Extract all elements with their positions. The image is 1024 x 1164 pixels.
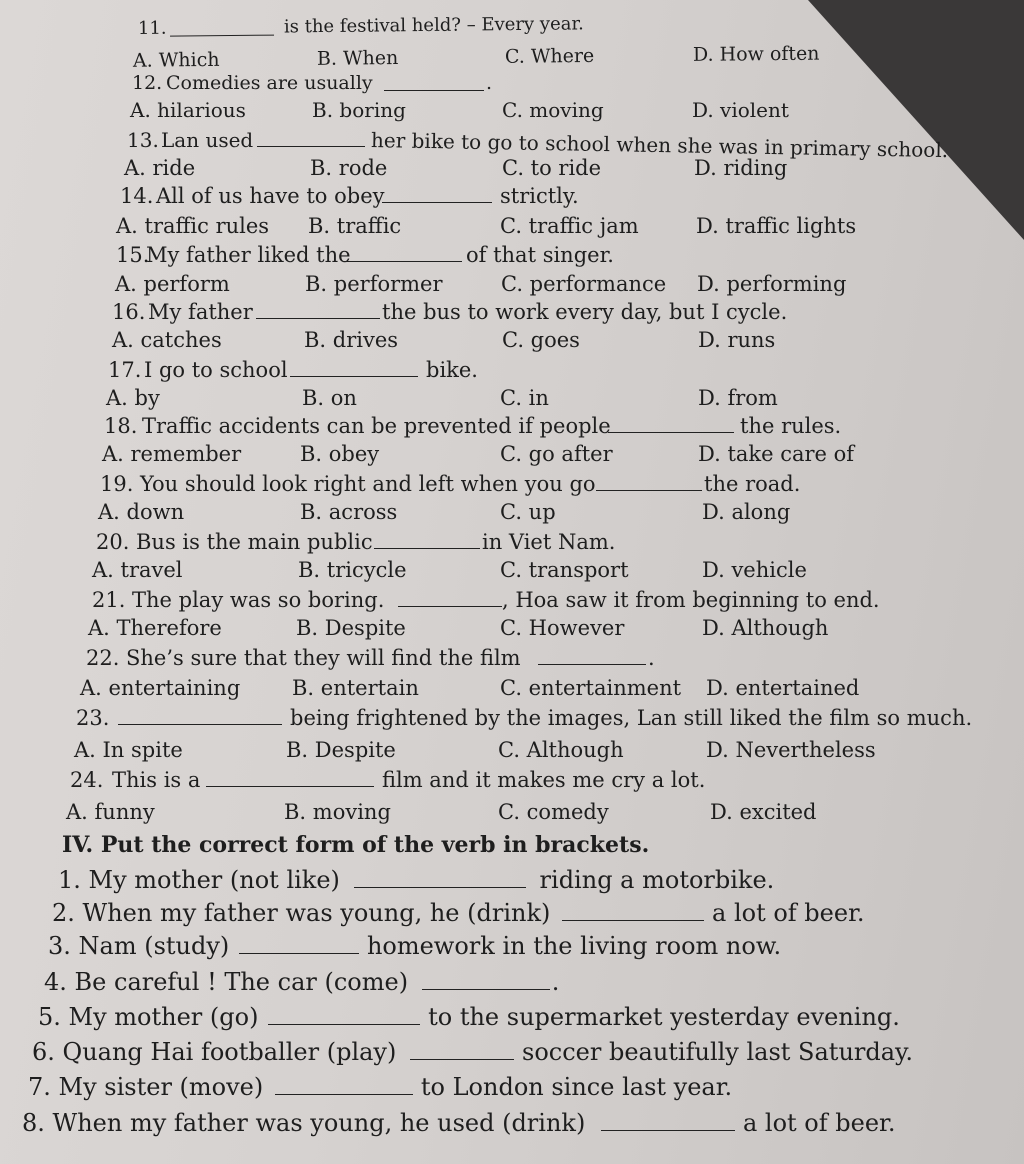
option-a: A. catches: [112, 328, 222, 352]
option-c: C. transport: [500, 558, 629, 582]
answer-blank[interactable]: [596, 472, 702, 491]
exercise-text: 4. Be careful ! The car (come): [44, 968, 409, 996]
options-14: [116, 214, 856, 242]
option-c: C. entertainment: [500, 676, 682, 700]
question-text: the bus to work every day, but I cycle.: [382, 300, 788, 324]
option-d: D. along: [702, 500, 791, 524]
option-c: C. Where: [504, 44, 595, 68]
question-number: 11.: [137, 17, 167, 39]
option-a: A. traffic rules: [116, 214, 270, 238]
question-text: She’s sure that they will find the film: [126, 646, 521, 670]
question-number: 23.: [76, 706, 110, 730]
answer-blank[interactable]: [608, 414, 734, 433]
question-number: 13.: [127, 128, 159, 152]
option-a: A. travel: [92, 558, 183, 582]
question-text: All of us have to obey: [156, 184, 385, 208]
question-text: strictly.: [500, 184, 579, 208]
option-b: B. obey: [300, 442, 380, 466]
answer-blank[interactable]: [422, 971, 550, 990]
question-number: 16.: [112, 300, 146, 324]
answer-blank[interactable]: [374, 530, 480, 549]
option-c: C. performance: [501, 272, 667, 296]
question-text: Comedies are usually: [166, 72, 373, 94]
option-b: B. tricycle: [298, 558, 407, 582]
option-a: A. remember: [102, 442, 242, 466]
question-text: is the festival held? – Every year.: [283, 13, 584, 38]
question-text: of that singer.: [466, 243, 614, 267]
exercise-text: homework in the living room now.: [366, 932, 782, 960]
answer-blank[interactable]: [206, 768, 374, 787]
exercise-text: 5. My mother (go): [38, 1003, 259, 1031]
option-d: D. Nevertheless: [706, 738, 876, 762]
question-number: 18.: [104, 414, 138, 438]
option-d: D. performing: [697, 272, 847, 296]
option-c: C. to ride: [502, 156, 602, 180]
exercise-5: [38, 1003, 900, 1031]
option-d: D. violent: [692, 98, 789, 122]
option-b: B. entertain: [292, 676, 419, 700]
answer-blank[interactable]: [170, 17, 274, 37]
option-d: D. runs: [698, 328, 776, 352]
options-23: [74, 738, 874, 766]
answer-blank[interactable]: [344, 243, 462, 262]
option-a: A. by: [106, 386, 160, 410]
option-a: A. entertaining: [80, 676, 241, 700]
answer-blank[interactable]: [256, 300, 380, 319]
option-b: B. Despite: [286, 738, 396, 762]
question-text: You should look right and left when you go: [140, 472, 596, 496]
option-c: C. traffic jam: [500, 214, 639, 238]
question-number: 15.: [116, 243, 150, 267]
option-d: D. from: [698, 386, 778, 410]
option-b: B. on: [302, 386, 357, 410]
option-a: A. perform: [115, 272, 230, 296]
exercise-8: [22, 1109, 896, 1137]
option-a: A. down: [98, 500, 185, 524]
exercise-text: a lot of beer.: [742, 1109, 896, 1137]
exercise-text: riding a motorbike.: [539, 866, 775, 894]
exercise-text: .: [551, 968, 560, 996]
answer-blank[interactable]: [384, 72, 484, 91]
option-b: B. boring: [312, 98, 406, 122]
exercise-text: 6. Quang Hai footballer (play): [32, 1038, 397, 1066]
option-b: B. drives: [304, 328, 399, 352]
question-number: 12.: [132, 72, 163, 94]
option-b: B. Despite: [296, 616, 406, 640]
option-b: B. moving: [284, 800, 391, 824]
exercise-text: soccer beautifully last Saturday.: [522, 1038, 914, 1066]
exercise-1: [58, 866, 774, 894]
question-text: I go to school: [144, 358, 288, 382]
question-text: This is a: [112, 768, 201, 792]
option-d: D. riding: [694, 156, 788, 180]
exercise-6: [32, 1038, 913, 1066]
question-text: My father liked the: [146, 243, 351, 267]
options-22: [80, 676, 860, 704]
options-15: [115, 272, 855, 300]
option-b: B. rode: [310, 156, 388, 180]
exercise-4: [44, 968, 559, 996]
option-d: D. traffic lights: [696, 214, 857, 238]
options-16: [112, 328, 852, 356]
question-number: 22.: [86, 646, 120, 670]
option-c: C. However: [500, 616, 625, 640]
option-a: A. Which: [132, 48, 220, 72]
exercise-text: 8. When my father was young, he used (drink): [22, 1109, 586, 1137]
exercise-7: [28, 1073, 732, 1101]
exercise-2: [52, 899, 865, 927]
option-a: A. hilarious: [130, 98, 246, 122]
option-d: D. Although: [702, 616, 829, 640]
question-number: 21.: [92, 588, 126, 612]
answer-blank[interactable]: [290, 358, 418, 377]
answer-blank[interactable]: [398, 588, 502, 607]
exercise-text: a lot of beer.: [712, 899, 865, 927]
answer-blank[interactable]: [275, 1076, 413, 1095]
answer-blank[interactable]: [601, 1112, 735, 1131]
option-d: D. take care of: [698, 442, 855, 466]
option-b: B. performer: [305, 272, 443, 296]
answer-blank[interactable]: [538, 646, 646, 665]
option-c: C. goes: [502, 328, 580, 352]
option-d: D. How often: [692, 42, 820, 66]
options-18: [102, 442, 862, 470]
options-20: [92, 558, 852, 586]
question-text: being frightened by the images, Lan still liked the film so much.: [290, 706, 973, 730]
question-number: 14.: [120, 184, 154, 208]
answer-blank[interactable]: [354, 869, 526, 888]
option-d: D. excited: [710, 800, 817, 824]
question-text: Lan used: [161, 128, 254, 152]
options-19: [98, 500, 858, 528]
answer-blank[interactable]: [257, 128, 365, 147]
option-c: C. in: [500, 386, 549, 410]
option-d: D. vehicle: [702, 558, 807, 582]
option-c: C. go after: [500, 442, 613, 466]
option-b: B. across: [300, 500, 398, 524]
option-b: B. When: [316, 46, 399, 70]
exercise-3: [48, 932, 781, 960]
question-number: 17.: [108, 358, 142, 382]
option-a: A. funny: [66, 800, 155, 824]
exercise-text: 2. When my father was young, he (drink): [52, 899, 551, 927]
exercise-text: 1. My mother (not like): [58, 866, 340, 894]
exercise-text: to London since last year.: [420, 1073, 733, 1101]
options-24: [66, 800, 866, 828]
options-12: [130, 98, 850, 126]
options-13: [124, 156, 844, 184]
answer-blank[interactable]: [268, 1006, 420, 1025]
question-text: the road.: [704, 472, 801, 496]
exercise-text: 7. My sister (move): [28, 1073, 264, 1101]
options-17: [106, 386, 846, 414]
option-a: A. ride: [124, 156, 196, 180]
answer-blank[interactable]: [382, 184, 492, 203]
answer-blank[interactable]: [239, 935, 359, 954]
question-number: 20.: [96, 530, 130, 554]
option-a: A. Therefore: [88, 616, 222, 640]
option-a: A. In spite: [74, 738, 183, 762]
answer-blank[interactable]: [118, 706, 282, 725]
question-text: Traffic accidents can be prevented if people: [142, 414, 611, 438]
question-text: film and it makes me cry a lot.: [382, 768, 706, 792]
question-text: the rules.: [740, 414, 842, 438]
question-text: The play was so boring.: [132, 588, 385, 612]
exercise-text: 3. Nam (study): [48, 932, 230, 960]
exercise-text: to the supermarket yesterday evening.: [428, 1003, 900, 1031]
option-c: C. moving: [502, 98, 604, 122]
question-text: , Hoa saw it from beginning to end.: [502, 588, 880, 612]
option-c: C. comedy: [498, 800, 609, 824]
option-b: B. traffic: [308, 214, 402, 238]
question-text: My father: [148, 300, 253, 324]
section-title: IV. Put the correct form of the verb in brackets.: [62, 832, 650, 858]
question-text: in Viet Nam.: [482, 530, 616, 554]
question-text: Bus is the main public: [136, 530, 373, 554]
option-d: D. entertained: [706, 676, 860, 700]
worksheet: 11. is the festival held? – Every year. A. Which B. When C. Where D. How often 12. Comedies are usually . A. hilarious B. boring C. moving D. violent 13. Lan used her bike to go to school when she was in primary school. A. ride B. rode C. to ride D. riding 14. All of us have to obey strictly. A. traffic rules B. traffic C. traffic jam D. traffic lights 15. My father liked the of that singer. A. perform B. performer C. performance D. performing 16. My father the bus to work every day, but I cycle. A. catches B. drives C. goes D. runs 17. I go to school bike. A. by B. on C. in D. from 18. Traffic accidents can be prevented if people the rules. A. remember B. obey C. go after D. take care of 19. You should look right and left when you go the road. A. down B. across C. up D. along 20. Bus is the main public in Viet Nam. A. travel B. tricycle C. transport D. vehicle 21. The play was so boring. , Hoa saw it from beginning to end. A. Therefore B. Despite C. However D. Although 22. She’s sure that they will find the film . A. entertaining B. entertain C. entertainment D. entertained 23. being frightened by the images, Lan still liked the film so much. A. In spite B. Despite C. Although D. Nevertheless 24. This is a film and it makes me cry a lot. A. funny B. moving C. comedy D. excited IV. Put the correct form of the verb in brackets. 1. My mother (not like) riding a motorbike. 2. When my father was young, he (drink) a lot of beer. 3. Nam (study) homework in the living room now. 4. Be careful ! The car (come) . 5. My mother (go) to the supermarket yesterday evening. 6. Quang Hai footballer (play) soccer beautifully last Saturday. 7. My sister (move) to London since last year. 8. When my father was young, he used (drink) a lot of beer.: [22, 13, 973, 1137]
question-text: bike.: [426, 358, 478, 382]
answer-blank[interactable]: [410, 1041, 514, 1060]
answer-blank[interactable]: [562, 902, 704, 921]
question-number: 19.: [100, 472, 134, 496]
question-number: 24.: [70, 768, 104, 792]
options-21: [88, 616, 848, 644]
option-c: C. Although: [498, 738, 624, 762]
question-text: her bike to go to school when she was in primary school.: [370, 128, 949, 163]
option-c: C. up: [500, 500, 556, 524]
